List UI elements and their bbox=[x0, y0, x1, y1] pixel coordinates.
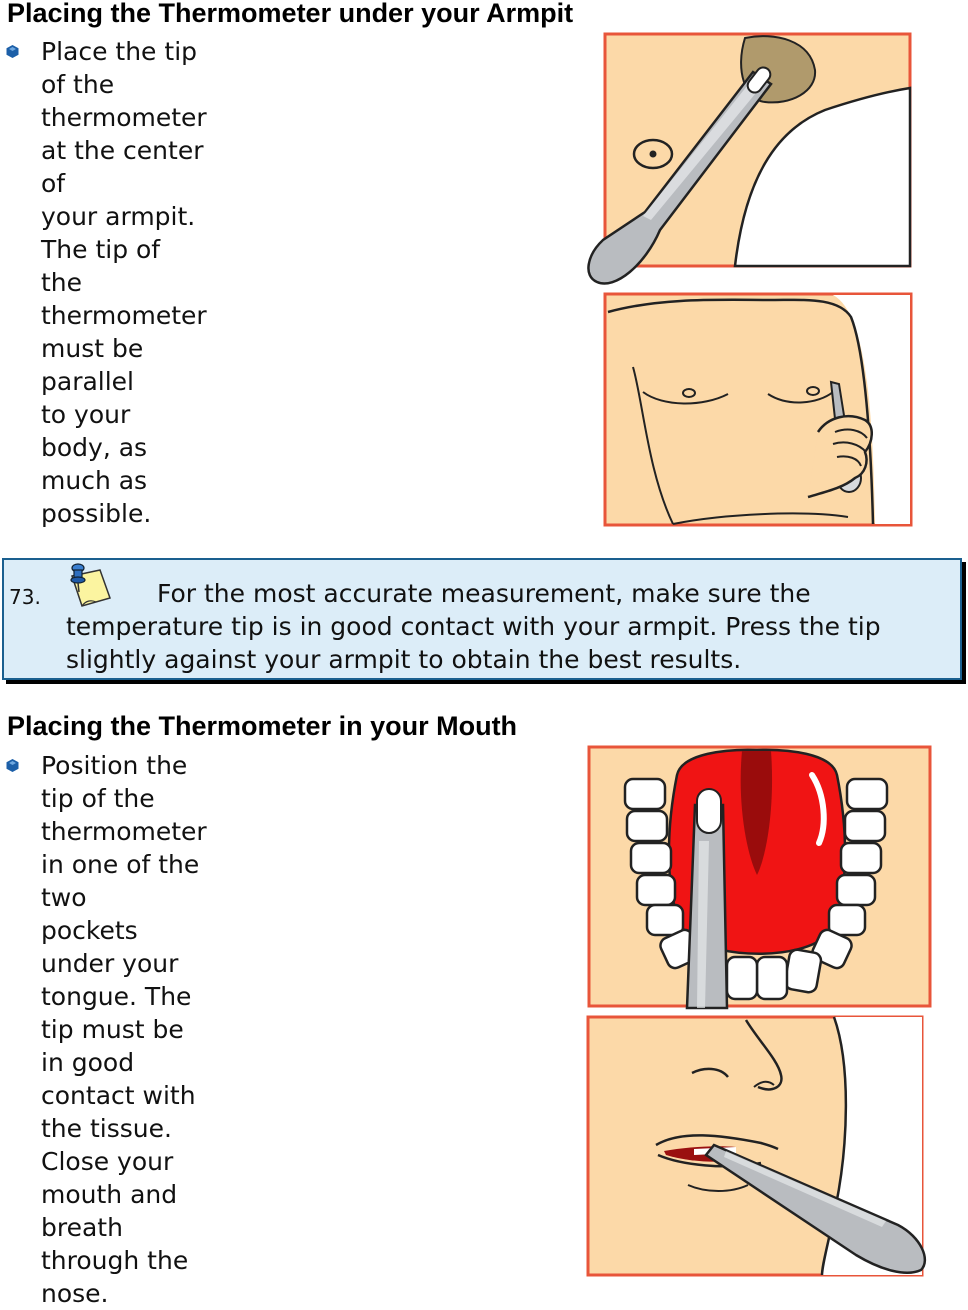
pushpin-note-icon bbox=[62, 562, 114, 610]
tongue-closeup-illustration bbox=[587, 745, 933, 1010]
note-text-line-1: For the most accurate measurement, make sure the bbox=[157, 579, 811, 608]
bullet-icon bbox=[6, 45, 19, 58]
mouth-instruction-text: Position the tip of the thermometer in one of the two pockets under your tongue. The tip must be in good contact with the tissue. Close your mouth and breath through the nose. bbox=[41, 751, 207, 1308]
mouth-side-illustration bbox=[586, 1015, 932, 1280]
bullet-icon bbox=[6, 759, 19, 772]
mouth-section-title: Placing the Thermometer in your Mouth bbox=[7, 711, 518, 741]
note-text-continued: temperature tip is in good contact with your armpit. Press the tip slightly against your armpit to obtain the best results. bbox=[66, 612, 881, 674]
armpit-instruction-text: Place the tip of the thermometer at the center of your armpit. The tip of the thermometer must be parallel to your body, as much as possible. bbox=[41, 37, 207, 528]
armpit-body-illustration bbox=[603, 292, 915, 530]
note-box bbox=[2, 558, 962, 680]
armpit-closeup-illustration bbox=[585, 30, 915, 290]
note-number: 73. bbox=[9, 585, 41, 609]
armpit-section-title: Placing the Thermometer under your Armpit bbox=[7, 0, 574, 28]
